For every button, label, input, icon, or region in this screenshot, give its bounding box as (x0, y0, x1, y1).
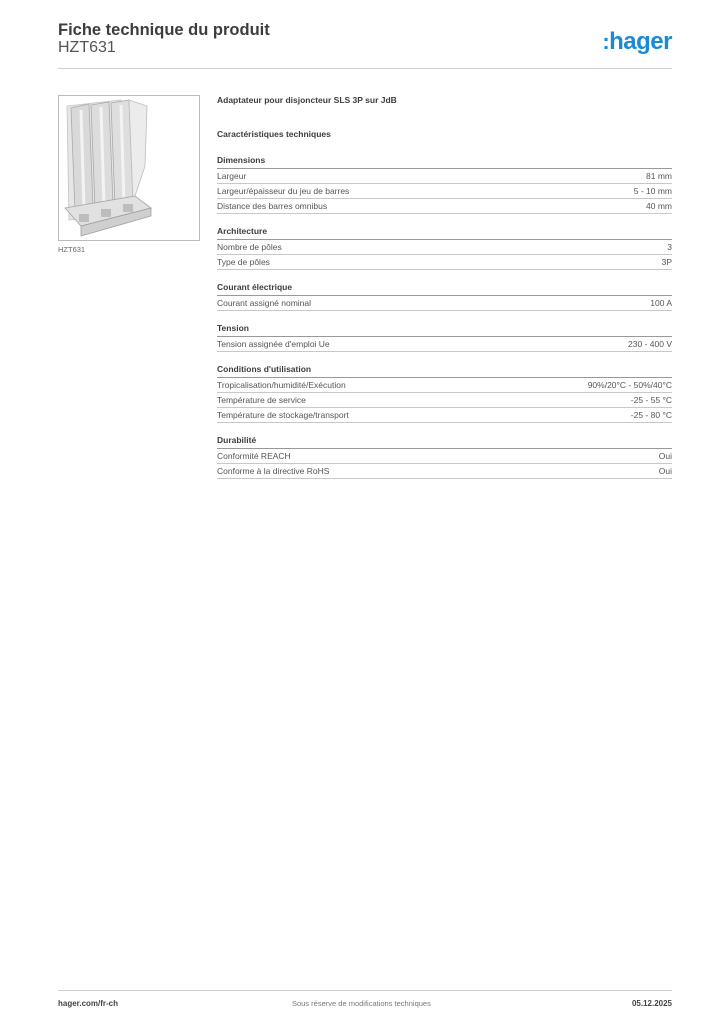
product-name: Adaptateur pour disjoncteur SLS 3P sur JdB (217, 95, 397, 105)
spec-value: Oui (658, 451, 672, 461)
spec-label: Tension assignée d'emploi Ue (217, 339, 330, 349)
hager-logo[interactable]: :hager (602, 28, 672, 55)
spec-label: Température de stockage/transport (217, 410, 349, 420)
section-dimensions (217, 155, 672, 214)
spec-value: 90%/20°C - 50%/40°C (587, 380, 672, 390)
spec-label: Température de service (217, 395, 306, 405)
spec-row (217, 240, 672, 255)
spec-value: -25 - 55 °C (630, 395, 672, 405)
section-title: Architecture (217, 226, 672, 240)
spec-row (217, 393, 672, 408)
spec-value: 5 - 10 mm (633, 186, 672, 196)
spec-row (217, 408, 672, 423)
spec-label: Nombre de pôles (217, 242, 282, 252)
footer-website-link[interactable]: hager.com/fr-ch (58, 999, 119, 1008)
product-image (58, 95, 200, 241)
spec-content (217, 95, 672, 479)
spec-value: 3P (661, 257, 672, 267)
page-title: Fiche technique du produit (58, 21, 270, 39)
spec-row (217, 255, 672, 270)
section-title: Dimensions (217, 155, 672, 169)
spec-value: 40 mm (646, 201, 672, 211)
section-title: Tension (217, 323, 672, 337)
spec-row (217, 199, 672, 214)
spec-label: Distance des barres omnibus (217, 201, 328, 211)
spec-value: 3 (667, 242, 672, 252)
spec-label: Courant assigné nominal (217, 298, 312, 308)
spec-row (217, 464, 672, 479)
section-architecture (217, 226, 672, 270)
spec-label: Type de pôles (217, 257, 270, 267)
section-operating-conditions (217, 364, 672, 423)
spec-label: Conformité REACH (217, 451, 291, 461)
footer-divider (58, 990, 672, 991)
section-electric-current (217, 282, 672, 311)
spec-row (217, 169, 672, 184)
section-voltage (217, 323, 672, 352)
spec-value: Oui (658, 466, 672, 476)
spec-label: Conforme à la directive RoHS (217, 466, 330, 476)
spec-value: 230 - 400 V (628, 339, 672, 349)
spec-row (217, 296, 672, 311)
tech-characteristics-title: Caractéristiques techniques (217, 129, 331, 139)
spec-label: Largeur/épaisseur du jeu de barres (217, 186, 350, 196)
header-divider (58, 68, 672, 69)
section-title: Conditions d'utilisation (217, 364, 672, 378)
adapter-illustration (59, 96, 199, 240)
spec-row (217, 184, 672, 199)
spec-row (217, 378, 672, 393)
footer-notice: Sous réserve de modifications techniques (292, 999, 431, 1008)
image-caption: HZT631 (58, 245, 86, 254)
spec-row (217, 449, 672, 464)
spec-value: 81 mm (646, 171, 672, 181)
spec-label: Tropicalisation/humidité/Exécution (217, 380, 346, 390)
product-code: HZT631 (58, 39, 116, 56)
footer-date: 05.12.2025 (631, 999, 672, 1008)
spec-label: Largeur (217, 171, 247, 181)
section-title: Durabilité (217, 435, 672, 449)
section-title: Courant électrique (217, 282, 672, 296)
section-durability (217, 435, 672, 479)
spec-row (217, 337, 672, 352)
logo-text: hager (609, 28, 672, 55)
spec-value: -25 - 80 °C (630, 410, 672, 420)
spec-value: 100 A (650, 298, 672, 308)
